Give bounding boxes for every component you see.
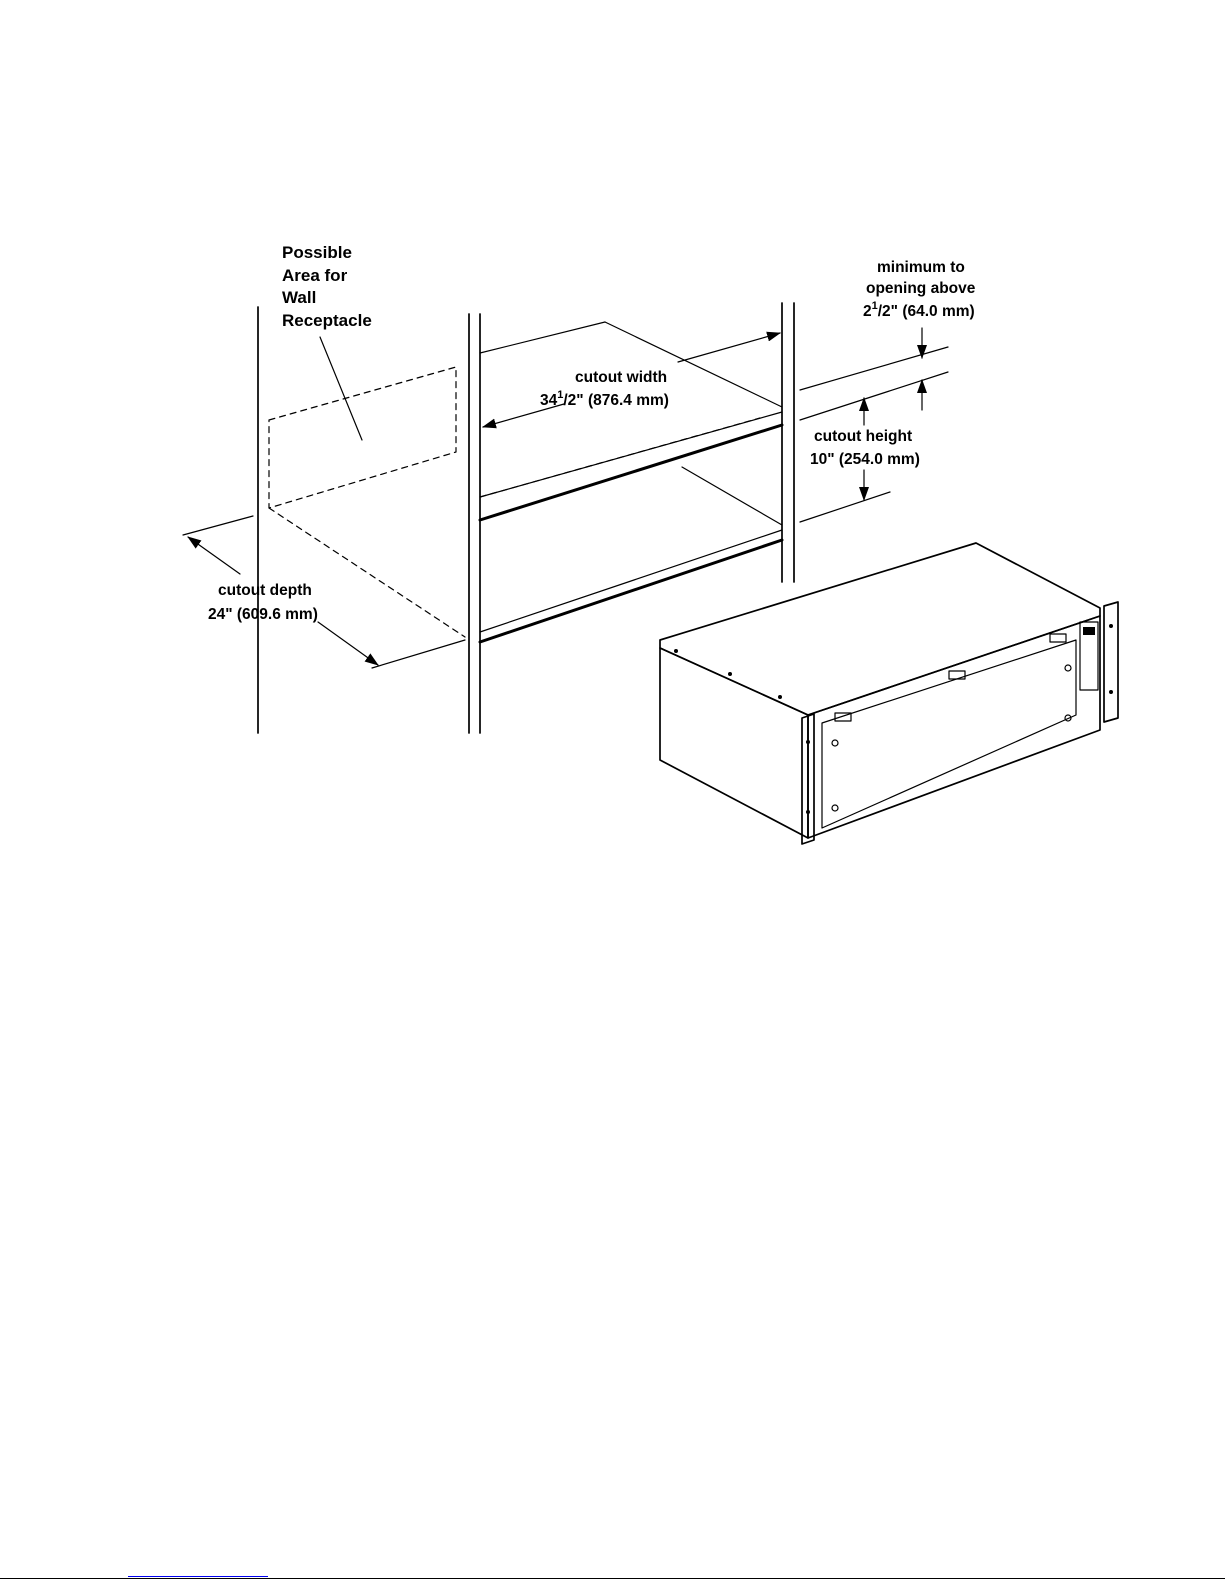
receptacle-label-line-3: Wall bbox=[282, 288, 317, 307]
cutout-width-rest: /2" (876.4 mm) bbox=[563, 392, 669, 409]
cutout-width-whole: 34 bbox=[540, 392, 558, 409]
unit-front-face bbox=[808, 616, 1100, 838]
keyhole-slot-2 bbox=[832, 805, 838, 811]
keyhole-slot-1 bbox=[832, 740, 838, 746]
shelf-front-edge bbox=[480, 425, 782, 520]
floor-front-edge bbox=[372, 640, 465, 668]
cutout-width-label bbox=[540, 369, 669, 409]
keyhole-slot-3 bbox=[1065, 665, 1071, 671]
ext-line-1 bbox=[800, 347, 948, 390]
screw-dot-3 bbox=[778, 695, 782, 699]
receptacle-label-line-2: Area for bbox=[282, 266, 348, 285]
inner-diagonal bbox=[682, 467, 782, 525]
cutout-height-caption: cutout height bbox=[814, 428, 913, 445]
footer-rule bbox=[0, 1578, 1225, 1579]
receptacle-pointer bbox=[320, 337, 362, 440]
receptacle-dashed-box bbox=[269, 367, 456, 508]
receptacle-label-line-1: Possible bbox=[282, 243, 352, 262]
unit-right-ear bbox=[1104, 602, 1118, 722]
unit-handle-right bbox=[1050, 634, 1066, 642]
minimum-opening-numerator: 1 bbox=[871, 300, 878, 312]
minimum-opening-line-2: opening above bbox=[866, 280, 976, 297]
unit-front-panel bbox=[822, 640, 1076, 828]
ext-line-3 bbox=[800, 492, 890, 522]
floor-left-edge bbox=[183, 516, 253, 535]
ext-line-2 bbox=[800, 372, 948, 420]
minimum-opening-whole: 2 bbox=[863, 303, 872, 320]
cutout-depth-caption: cutout depth bbox=[218, 582, 312, 599]
cutout-height-value: 10" (254.0 mm) bbox=[810, 451, 920, 468]
unit-side-face bbox=[660, 648, 808, 838]
screw-dot-2 bbox=[728, 672, 732, 676]
ear-hole-2 bbox=[806, 810, 810, 814]
cutout-depth-label bbox=[208, 582, 318, 623]
upper-back-edge bbox=[480, 322, 605, 353]
unit-top-face bbox=[660, 543, 1100, 715]
cutout-depth-value: 24" (609.6 mm) bbox=[208, 606, 318, 623]
ear-hole-1 bbox=[806, 740, 810, 744]
screw-dot-1 bbox=[674, 649, 678, 653]
cutout-width-value bbox=[540, 389, 669, 409]
minimum-opening-label bbox=[863, 259, 976, 320]
cutout-width-caption: cutout width bbox=[575, 369, 668, 386]
unit-handle-middle bbox=[949, 671, 965, 679]
unit-display bbox=[1083, 627, 1095, 635]
minimum-opening-line-1: minimum to bbox=[877, 259, 965, 276]
cabinet-structure bbox=[183, 303, 948, 733]
rack-mount-unit-icon bbox=[660, 543, 1118, 844]
footer-link-underline[interactable] bbox=[128, 1576, 268, 1577]
depth-arrow-up bbox=[188, 537, 240, 574]
ear-hole-4 bbox=[1109, 690, 1113, 694]
minimum-opening-value bbox=[863, 300, 975, 320]
ear-hole-3 bbox=[1109, 624, 1113, 628]
receptacle-label-line-4: Receptacle bbox=[282, 311, 372, 330]
depth-arrow-down bbox=[318, 622, 378, 665]
width-arrow-right bbox=[678, 333, 780, 362]
minimum-opening-rest: /2" (64.0 mm) bbox=[877, 303, 975, 320]
cutout-width-numerator: 1 bbox=[557, 389, 564, 401]
cutout-height-label bbox=[810, 428, 920, 468]
wall-receptacle-label bbox=[282, 243, 372, 330]
shelf-dashed bbox=[480, 418, 760, 497]
bottom-shelf-front bbox=[480, 540, 782, 642]
